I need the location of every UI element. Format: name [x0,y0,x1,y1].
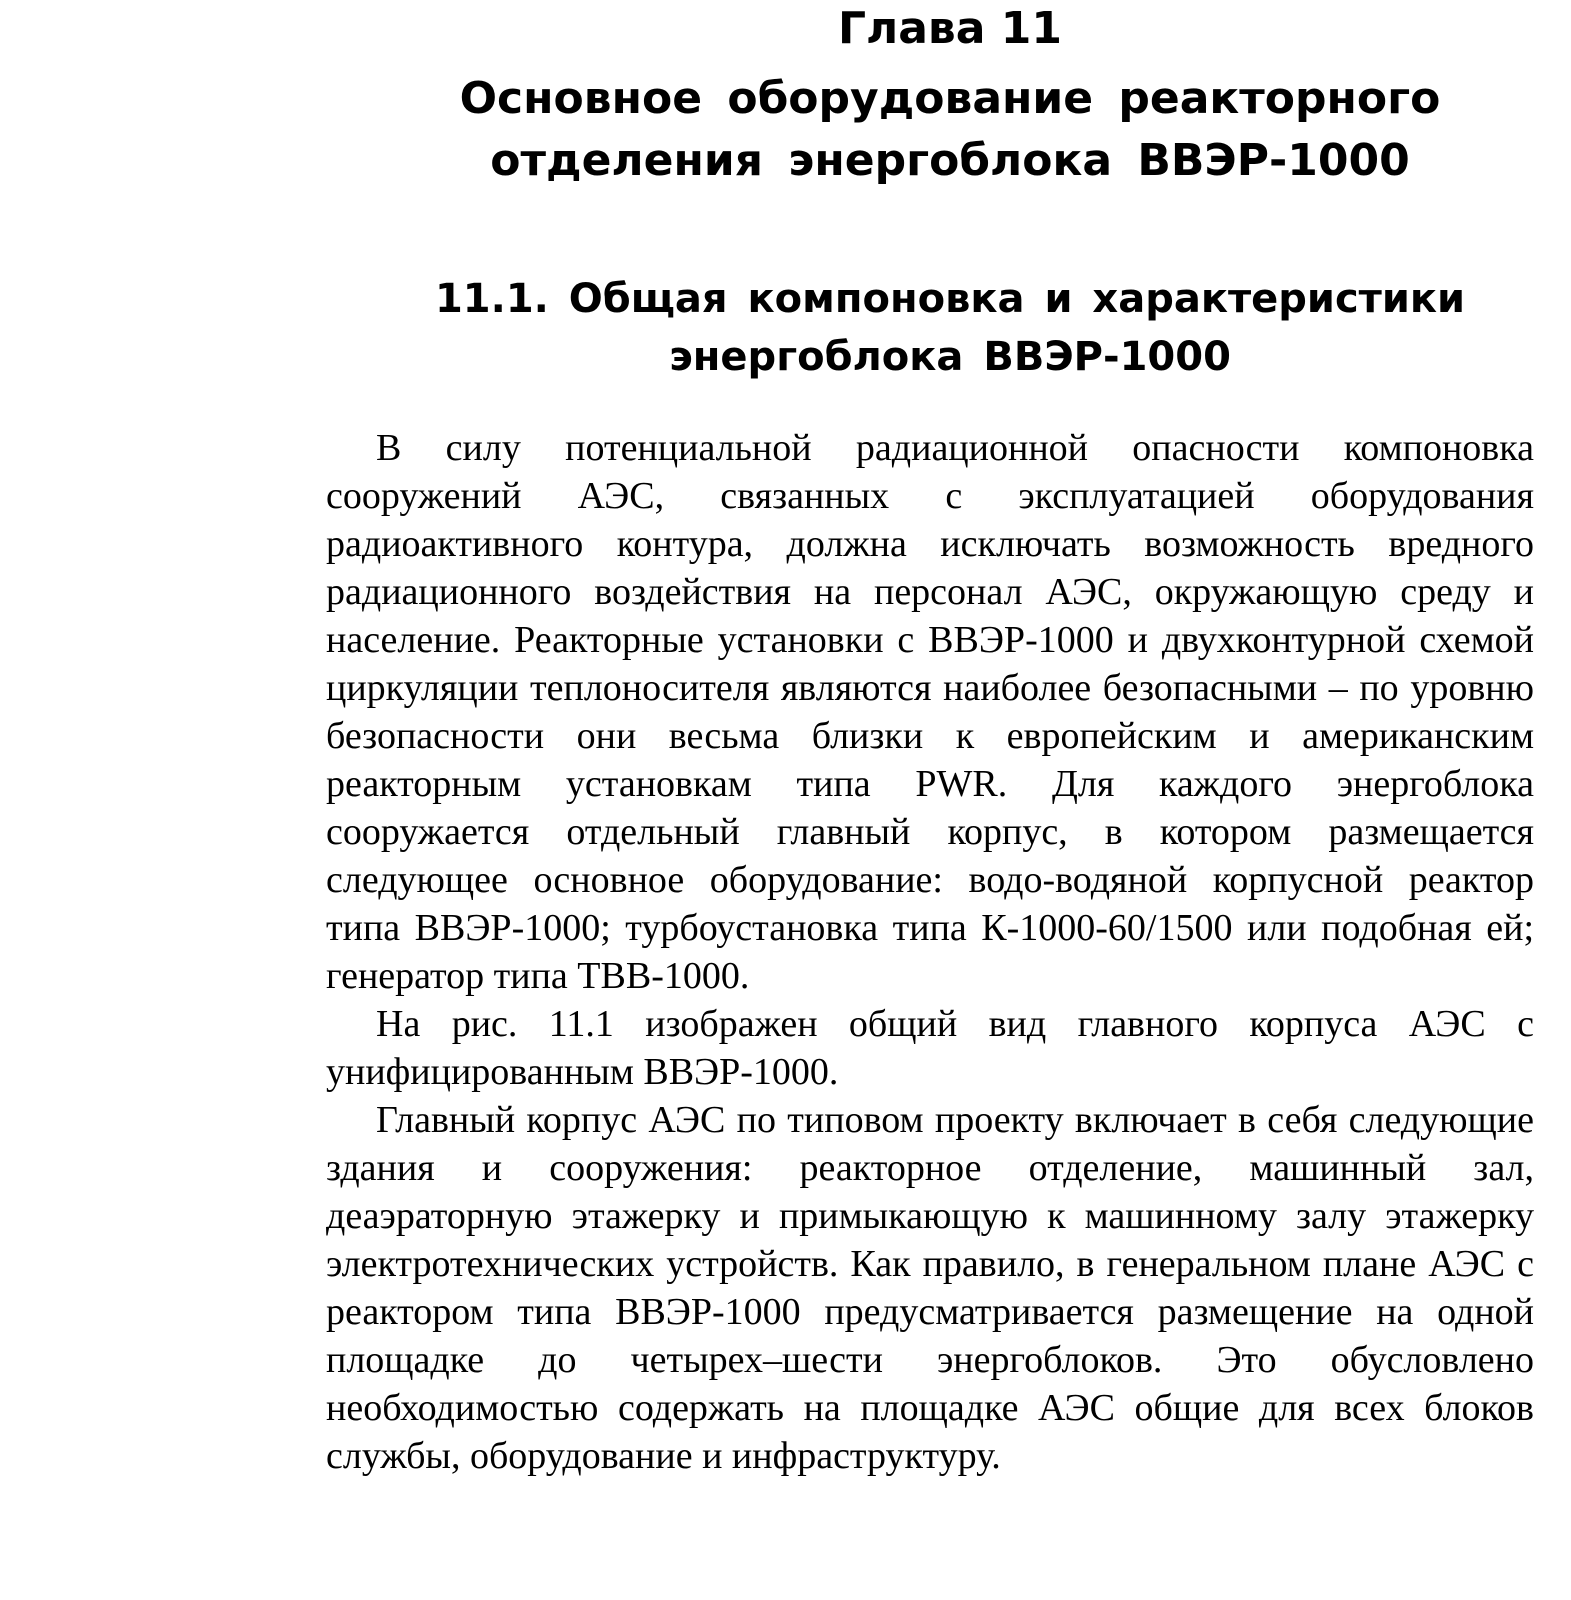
chapter-label: Глава 11 [837,3,1063,54]
paragraph: В силу потенциальной радиационной опасности компоновка сооружений АЭС, связанных с эксплуатацией оборудования радиоактивного контура, должна исключать возможность вредного радиационного воздействия на персонал АЭС, окружающую среду и население. Реакторные установки с ВВЭР-1000 и двухконтурной схемой циркуляции теплоносителя являются наиболее безопасными – по уровню безопасности они весьма близки к европейским и американским реакторным установкам типа PWR. Для каждого энергоблока сооружается отдельный главный корпус, в котором размещается следующее основное оборудование: водо-водяной корпусной реактор типа ВВЭР-1000; турбоустановка типа К-1000-60/1500 или подобная ей; генератор типа ТВВ-1000. [326,427,1534,997]
chapter-heading [420,0,1480,192]
paragraph: На рис. 11.1 изображен общий вид главного корпуса АЭС с унифицированным ВВЭР-1000. [326,1003,1534,1093]
paragraph: Главный корпус АЭС по типовом проекту включает в себя следующие здания и сооружения: реакторное отделение, машинный зал, деаэраторную этажерку и примыкающую к машинному залу этажерку электротехнических устройств. Как правило, в генеральном плане АЭС с реактором типа ВВЭР-1000 предусматривается размещение на одной площадке до четырех–шести энергоблоков. Это обусловлено необходимостью содержать на площадке АЭС общие для всех блоков службы, оборудование и инфраструктуру. [326,1099,1534,1477]
chapter-title: Основное оборудование реакторного отделения энергоблока ВВЭР-1000 [459,73,1441,186]
body-text [326,424,1534,1480]
section-title: 11.1. Общая компоновка и характеристики энергоблока ВВЭР-1000 [434,276,1466,380]
